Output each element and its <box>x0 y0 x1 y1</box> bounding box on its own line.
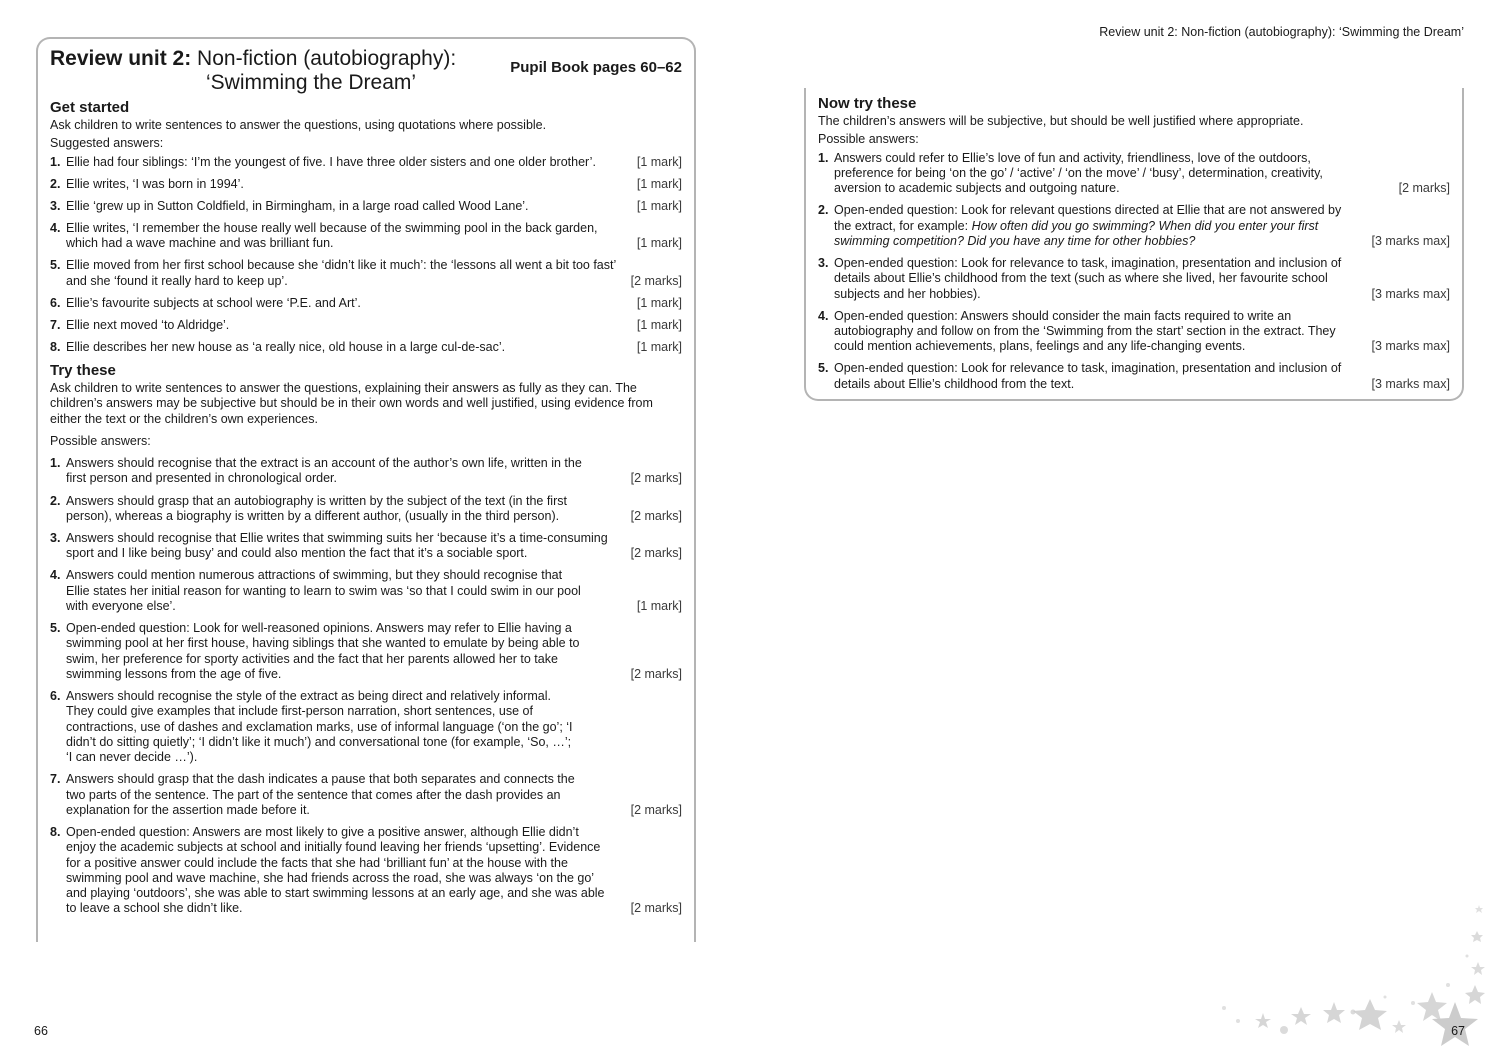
answer-text: Open-ended question: Answers are most likely to give a positive answer, although Ellie didn’t enjoy the academic subjects at school and initially found leaving her friends ‘upsetting’. Evidence for a positive answer could include the facts that she had ‘brilliant fun’ at the house with the swimming pool and wave machine, she had friends across the road, she was always ‘on the go’ and playing ‘outdoors’, she was able to start swimming lessons at an early age, and she was able to leave a school she didn’t like. <box>66 824 605 916</box>
answer-text-italic: How often did you go swimming? When did you enter your first swimming competition? Did you have any time for other hobbies? <box>834 218 1319 248</box>
page-number-right: 67 <box>1451 1024 1465 1038</box>
answer-number: 2. <box>818 203 829 218</box>
answer-marks: [3 marks max] <box>1371 286 1450 301</box>
answer-text: Open-ended question: Answers should consider the main facts required to write an autobiography and follow on from the ‘Swimming from the start’ section in the extract. They could mention achievements, plans, feelings and any life-changing events. <box>834 308 1336 354</box>
star-icon <box>1323 1002 1345 1023</box>
answer-text: Answers should grasp that the dash indicates a pause that both separates and connects the two parts of the sentence. The part of the sentence that comes after the dash provides an explanation for the assertion made before it. <box>66 772 575 817</box>
dot-icon <box>1280 1026 1288 1034</box>
answer-item <box>50 258 682 289</box>
answer-item <box>818 361 1450 392</box>
star-icon <box>1475 905 1483 913</box>
answer-marks: [2 marks] <box>1398 181 1450 196</box>
unit-title-line1: Non-fiction (autobiography): <box>197 47 457 70</box>
answer-number: 5. <box>818 361 829 376</box>
answer-number: 5. <box>50 620 61 635</box>
answer-number: 7. <box>50 317 61 332</box>
answer-item <box>818 151 1450 197</box>
answer-text: Ellie ‘grew up in Sutton Coldfield, in Birmingham, in a large road called Wood Lane’. <box>66 198 529 213</box>
answer-text: Answers should recognise that Ellie writes that swimming suits her ‘because it’s a time-consuming sport and I like being busy’ and could also mention the fact that it’s a sociable sport. <box>66 530 608 561</box>
answer-text: Ellie’s favourite subjects at school were ‘P.E. and Art’. <box>66 295 361 310</box>
running-head: Review unit 2: Non-fiction (autobiography): ‘Swimming the Dream’ <box>1099 25 1464 39</box>
answer-text: Answers could refer to Ellie’s love of fun and activity, friendliness, love of the outdoors, preference for being ‘on the go’ / ‘active’ / ‘on the move’ / ‘busy’, determination, creativity, aversion to academic subjects and outgoing nature. <box>834 150 1323 196</box>
section-heading-get-started: Get started <box>50 99 130 116</box>
dot-icon <box>1236 1019 1240 1023</box>
unit-title-line2: ‘Swimming the Dream’ <box>206 71 417 94</box>
answer-marks: [2 marks] <box>630 666 682 681</box>
answer-number: 3. <box>50 530 61 545</box>
answer-item <box>50 531 682 562</box>
answer-marks: [2 marks] <box>630 273 682 288</box>
answer-number: 7. <box>50 772 61 787</box>
star-icon <box>1465 985 1485 1004</box>
answer-text: Answers should recognise the style of the extract as being direct and relatively informal. They could give examples that include first-person narration, short sentences, use of contractions, use of dashes and exclamation marks, use of informal language (‘on the go’; ‘I didn’t do sitting quietly’; ‘I didn’t like it much’) and conversational tone (for example, ‘So, …’; ‘I can never decide …’). <box>66 688 573 765</box>
pupil-book-pages: Pupil Book pages 60–62 <box>510 59 682 76</box>
answer-number: 1. <box>50 154 61 169</box>
answer-number: 3. <box>50 198 61 213</box>
answer-item <box>50 177 682 192</box>
answer-item <box>50 494 682 525</box>
answers-label: Possible answers: <box>818 132 919 147</box>
page-number-left: 66 <box>34 1024 48 1038</box>
star-icon <box>1291 1007 1311 1025</box>
answer-marks: [1 mark] <box>636 295 682 310</box>
answer-marks: [3 marks max] <box>1371 376 1450 391</box>
answer-text-plain: Open-ended question: Look for relevant questions directed at Ellie that are not answered by the extract, for example: <box>834 203 1342 233</box>
answer-number: 4. <box>818 308 829 323</box>
answer-marks: [2 marks] <box>630 802 682 817</box>
unit-header <box>50 47 682 95</box>
answer-marks: [1 mark] <box>636 176 682 191</box>
answer-text: Answers should recognise that the extract is an account of the author’s own life, written in the first person and presented in chronological order. <box>66 456 582 486</box>
star-icon <box>1417 992 1447 1021</box>
answer-number: 8. <box>50 824 61 839</box>
answer-marks: [1 mark] <box>636 198 682 213</box>
answer-number: 6. <box>50 688 61 703</box>
answer-marks: [1 mark] <box>636 317 682 332</box>
answer-text: Ellie had four siblings: ‘I’m the youngest of five. I have three older sisters and one older brother’. <box>66 154 596 169</box>
answer-item <box>50 340 682 355</box>
answer-number: 3. <box>818 255 829 270</box>
answer-number: 8. <box>50 339 61 354</box>
answer-item <box>50 296 682 311</box>
answer-text: Ellie describes her new house as ‘a really nice, old house in a large cul-de-sac’. <box>66 339 506 354</box>
dot-icon <box>1446 983 1450 987</box>
answer-marks: [2 marks] <box>630 508 682 523</box>
answer-number: 2. <box>50 493 61 508</box>
answer-marks: [2 marks] <box>630 901 682 916</box>
answer-item <box>50 621 682 682</box>
answer-text: Open-ended question: Look for relevance to task, imagination, presentation and inclusion of details about Ellie’s childhood from the text (such as where she lived, her favourite school subjects and her hobbies). <box>834 255 1342 301</box>
dot-icon <box>1351 1010 1356 1015</box>
answer-text: Answers could mention numerous attractions of swimming, but they should recognise that Ellie states her initial reason for wanting to learn to swim was ‘so that I could swim in our pool with everyone else’. <box>66 568 581 613</box>
answer-number: 6. <box>50 295 61 310</box>
dot-icon <box>1384 996 1387 999</box>
answer-text: Ellie writes, ‘I remember the house really well because of the swimming pool in the back garden, which had a wave machine and was brilliant fun. <box>66 220 598 251</box>
answer-item <box>50 155 682 170</box>
answer-number: 1. <box>818 150 829 165</box>
unit-title-bold: Review unit 2: <box>50 47 192 70</box>
star-icon <box>1471 962 1485 975</box>
answer-marks: [2 marks] <box>630 546 682 561</box>
answer-number: 4. <box>50 220 61 235</box>
answer-marks: [1 mark] <box>636 154 682 169</box>
section-instruction: Ask children to write sentences to answer the questions, explaining their answers as fully as they can. The children’s answers may be subjective but should be in their own words and well justified, using evidence from either the text or the children’s own experiences. <box>50 380 653 426</box>
answer-marks: [2 marks] <box>630 471 682 486</box>
star-icon <box>1471 931 1483 942</box>
right-panel <box>804 88 1464 401</box>
section-heading-try-these: Try these <box>50 361 116 379</box>
star-icon <box>1392 1020 1406 1033</box>
answer-text: Open-ended question: Look for well-reasoned opinions. Answers may refer to Ellie having a swimming pool at her first house, having siblings that she wanted to emulate by being able to swim, her preference for sporty activities and the fact that her parents allowed her to take swimming lessons from the age of five. <box>66 620 580 681</box>
answers-label: Suggested answers: <box>50 136 164 151</box>
dot-icon <box>1222 1006 1226 1010</box>
answer-marks: [3 marks max] <box>1371 339 1450 354</box>
star-icon <box>1255 1013 1271 1028</box>
star-icon <box>1353 999 1387 1030</box>
right-page <box>750 0 1500 1061</box>
answer-item <box>50 568 682 614</box>
answer-marks: [1 mark] <box>636 236 682 251</box>
answer-item <box>50 318 682 333</box>
answer-item <box>50 199 682 214</box>
answer-text: Open-ended question: Look for relevance to task, imagination, presentation and inclusion of details about Ellie’s childhood from the text. <box>834 361 1342 391</box>
answer-item <box>818 256 1450 302</box>
answer-number: 1. <box>50 456 61 471</box>
answer-text: Ellie next moved ‘to Aldridge’. <box>66 317 230 332</box>
section-heading-now-try-these: Now try these <box>818 95 917 112</box>
answer-marks: [3 marks max] <box>1371 233 1450 248</box>
answers-label: Possible answers: <box>50 433 151 448</box>
left-panel <box>36 37 696 942</box>
answer-item <box>50 689 682 765</box>
section-instruction: Ask children to write sentences to answer the questions, using quotations where possible. <box>50 118 547 132</box>
answer-number: 4. <box>50 568 61 583</box>
answer-item <box>50 456 682 487</box>
answer-item <box>818 309 1450 355</box>
dot-icon <box>1466 955 1469 958</box>
answer-item <box>50 825 682 917</box>
answer-number: 2. <box>50 176 61 191</box>
answer-item <box>50 221 682 252</box>
answer-item <box>50 772 682 818</box>
answer-marks: [1 mark] <box>636 339 682 354</box>
section-instruction: The children’s answers will be subjective, but should be well justified where appropriate. <box>818 114 1304 128</box>
unit-title <box>50 47 456 95</box>
answer-text <box>834 203 1344 249</box>
answer-text: Answers should grasp that an autobiography is written by the subject of the text (in the first person), whereas a biography is written by a different author, (usually in the third person). <box>66 493 567 523</box>
answer-marks: [1 mark] <box>636 598 682 613</box>
dot-icon <box>1411 1001 1415 1005</box>
answer-number: 5. <box>50 258 61 273</box>
answer-text: Ellie moved from her first school because she ‘didn’t like it much’: the ‘lessons all went a bit too fast’ and she ‘found it really hard to keep up’. <box>66 258 616 288</box>
answer-text: Ellie writes, ‘I was born in 1994’. <box>66 176 244 191</box>
answer-item <box>818 203 1450 249</box>
